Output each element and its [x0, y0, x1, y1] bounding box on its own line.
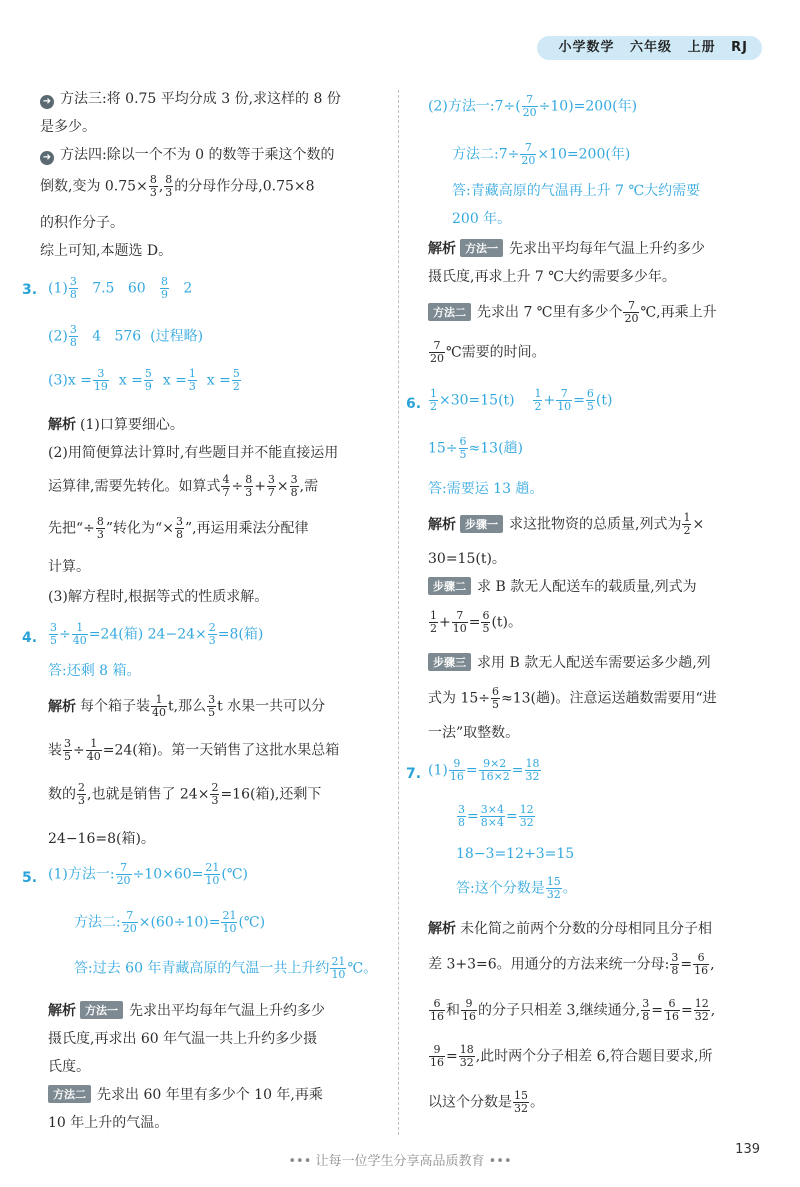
- column-divider: [398, 90, 399, 1135]
- analysis-5-2: 摄氏度,再求出 60 年气温一共上升约多少摄: [48, 1031, 318, 1047]
- q6-step2: 步骤二 求 B 款无人配送车的载质量,列式为: [428, 576, 697, 596]
- r-answer-a: 答:青藏高原的气温再上升 7 ℃大约需要: [452, 183, 701, 199]
- conclusion: 综上可知,本题选 D。: [40, 243, 173, 259]
- q6-step1: 解析 步骤一 求这批物资的总质量,列式为 $\frac{1}{2}$ ×: [428, 511, 705, 537]
- r-analysis-4: $\frac{7}{20}$ ℃需要的时间。: [430, 339, 546, 365]
- r-analysis-3: 方法二 先求出 7 ℃里有多少个 $\frac{7}{20}$ ℃,再乘上升: [428, 300, 717, 325]
- q3-part1: (1) $\frac{3}{8}$ 7.5 60 $\frac{8}{9}$ 2: [48, 275, 193, 301]
- question-3-number: 3.: [22, 282, 38, 298]
- q7-line1: (1) $\frac{9}{16}$ = $\frac{9\times 2}{16\times 2}$ = $\frac{18}{32}$: [428, 757, 540, 783]
- arrow-icon: ➜: [40, 95, 54, 109]
- q3-part3: (3)x = $\frac{3}{19}$ x = $\frac{5}{9}$ x = $\frac{1}{3}$ x = $\frac{5}{2}$: [48, 367, 240, 393]
- method-four-line: ➜ 方法四:除以一个不为 0 的数等于乘这个数的: [40, 144, 335, 164]
- analysis-5-1: 解析 方法一 先求出平均每年气温上升约多少: [48, 1003, 325, 1019]
- analysis-5-4: 方法二 先求出 60 年里有多少个 10 年,再乘: [48, 1084, 323, 1104]
- analysis-5-5: 10 年上升的气温。: [48, 1115, 169, 1131]
- r-analysis-1: 解析 方法一 先求出平均每年气温上升约多少: [428, 241, 705, 257]
- q6-step3-end: 一法”取整数。: [428, 725, 520, 741]
- analysis-4-3: 数的 $\frac{2}{3}$ ,也就是销售了 24× $\frac{2}{3}$ =16(箱),还剩下: [48, 781, 322, 807]
- header-edition: RJ: [731, 40, 748, 55]
- header-volume: 上册: [687, 40, 716, 55]
- r-analysis-2: 摄氏度,再求上升 7 ℃大约需要多少年。: [428, 269, 676, 285]
- q6-step1-cont: 30=15(t)。: [428, 551, 506, 567]
- analysis-3-2d: 计算。: [48, 559, 90, 575]
- q4-equation: $\frac{3}{5}$ ÷ $\frac{1}{40}$ =24(箱) 24−24× $\frac{2}{3}$ =8(箱): [50, 621, 264, 647]
- analysis-7-1: 解析 未化简之前两个分数的分母相同且分子相: [428, 921, 712, 937]
- footer-slogan: ••• 让每一位学生分享高品质教育 •••: [288, 1154, 512, 1169]
- q5-method2: 方法二: $\frac{7}{20}$ ×(60÷10)= $\frac{21}{10}$ (℃): [74, 909, 266, 935]
- analysis-5-3: 氏度。: [48, 1059, 90, 1075]
- analysis-3-2a: (2)用简便算法计算时,有些题目并不能直接运用: [48, 445, 339, 461]
- page-header: [537, 36, 763, 60]
- question-4-number: 4.: [22, 630, 38, 646]
- analysis-7-2: 差 3+3=6。用通分的方法来统一分母: $\frac{3}{8}$ = $\frac{6}{16}$ ,: [428, 951, 715, 977]
- analysis-3-1: 解析 (1)口算要细心。: [48, 417, 184, 433]
- header-grade: 六年级: [630, 40, 673, 55]
- question-6-number: 6.: [406, 396, 422, 412]
- question-5-number: 5.: [22, 870, 38, 886]
- q6-line1: $\frac{1}{2}$ ×30=15(t) $\frac{1}{2}$ + $\frac{7}{10}$ = $\frac{6}{5}$ (t): [430, 387, 613, 413]
- r-method1: (2)方法一:7÷( $\frac{7}{20}$ ÷10)=200(年): [428, 93, 638, 119]
- q7-line3: 18−3=12+3=15: [456, 846, 575, 862]
- question-7-number: 7.: [406, 766, 422, 782]
- q5-answer: 答:过去 60 年青藏高原的气温一共上升约 $\frac{21}{10}$ ℃。: [74, 955, 378, 981]
- analysis-7-3: $\frac{6}{16}$ 和 $\frac{9}{16}$ 的分子只相差 3,继续通分, $\frac{3}{8}$ = $\frac{6}{16}$ = $\frac{12}{32}$ ,: [430, 997, 716, 1023]
- analysis-3-2c: 先把“÷ $\frac{8}{3}$ ”转化为“× $\frac{3}{8}$ ”,再运用乘法分配律: [48, 515, 309, 541]
- q6-answer: 答:需要运 13 趟。: [428, 481, 544, 497]
- page-number: 139: [735, 1142, 760, 1157]
- q5-method1: (1)方法一: $\frac{7}{20}$ ÷10×60= $\frac{21}{10}$ (℃): [48, 861, 248, 887]
- q4-answer: 答:还剩 8 箱。: [48, 663, 141, 679]
- q6-step2-cont: $\frac{1}{2}$ + $\frac{7}{10}$ = $\frac{6}{5}$ (t)。: [430, 609, 523, 635]
- analysis-7-5: 以这个分数是 $\frac{15}{32}$ 。: [428, 1089, 544, 1115]
- q7-line2: $\frac{3}{8}$ = $\frac{3\times 4}{8\times 4}$ = $\frac{12}{32}$: [458, 803, 534, 829]
- header-subject: 小学数学: [558, 40, 615, 55]
- method-four-end: 的积作分子。: [40, 215, 124, 231]
- analysis-3-3: (3)解方程时,根据等式的性质求解。: [48, 589, 269, 605]
- r-method2: 方法二:7÷ $\frac{7}{20}$ ×10=200(年): [452, 141, 631, 167]
- q6-line2: 15÷ $\frac{6}{5}$ ≈13(趟): [428, 435, 524, 461]
- arrow-icon: ➜: [40, 151, 54, 165]
- r-answer-b: 200 年。: [452, 211, 512, 227]
- analysis-4-1: 解析 每个箱子装 $\frac{1}{40}$ t,那么 $\frac{3}{5}$ t 水果一共可以分: [48, 693, 326, 719]
- fraction: $\frac{8}{3}$: [165, 173, 173, 199]
- analysis-4-4: 24−16=8(箱)。: [48, 831, 155, 847]
- q7-answer: 答:这个分数是 $\frac{15}{32}$ 。: [456, 875, 577, 901]
- q6-step3-cont: 式为 15÷ $\frac{6}{5}$ ≈13(趟)。注意运送趟数需要用“进: [428, 685, 717, 711]
- q6-step3: 步骤三 求用 B 款无人配送车需要运多少趟,列: [428, 652, 711, 672]
- method-four-cont: 倒数,变为 0.75× $\frac{8}{3}$ , $\frac{8}{3}$ 的分母作分母,0.75×8: [40, 173, 315, 199]
- analysis-7-4: $\frac{9}{16}$ = $\frac{18}{32}$ ,此时两个分子相差 6,符合题目要求,所: [430, 1043, 713, 1069]
- method-three-line: ➜ 方法三:将 0.75 平均分成 3 份,求这样的 8 份: [40, 88, 341, 108]
- analysis-3-2b: 运算律,需要先转化。如算式 $\frac{4}{7}$ ÷ $\frac{8}{3}$ + $\frac{3}{7}$ × $\frac{3}{8}$ ,需: [48, 473, 319, 499]
- analysis-4-2: 装 $\frac{3}{5}$ ÷ $\frac{1}{40}$ =24(箱)。第一天销售了这批水果总箱: [48, 737, 340, 763]
- fraction: $\frac{8}{3}$: [149, 173, 157, 199]
- method-three-cont: 是多少。: [40, 119, 96, 135]
- q3-part2: (2) $\frac{3}{8}$ 4 576 (过程略): [48, 323, 204, 349]
